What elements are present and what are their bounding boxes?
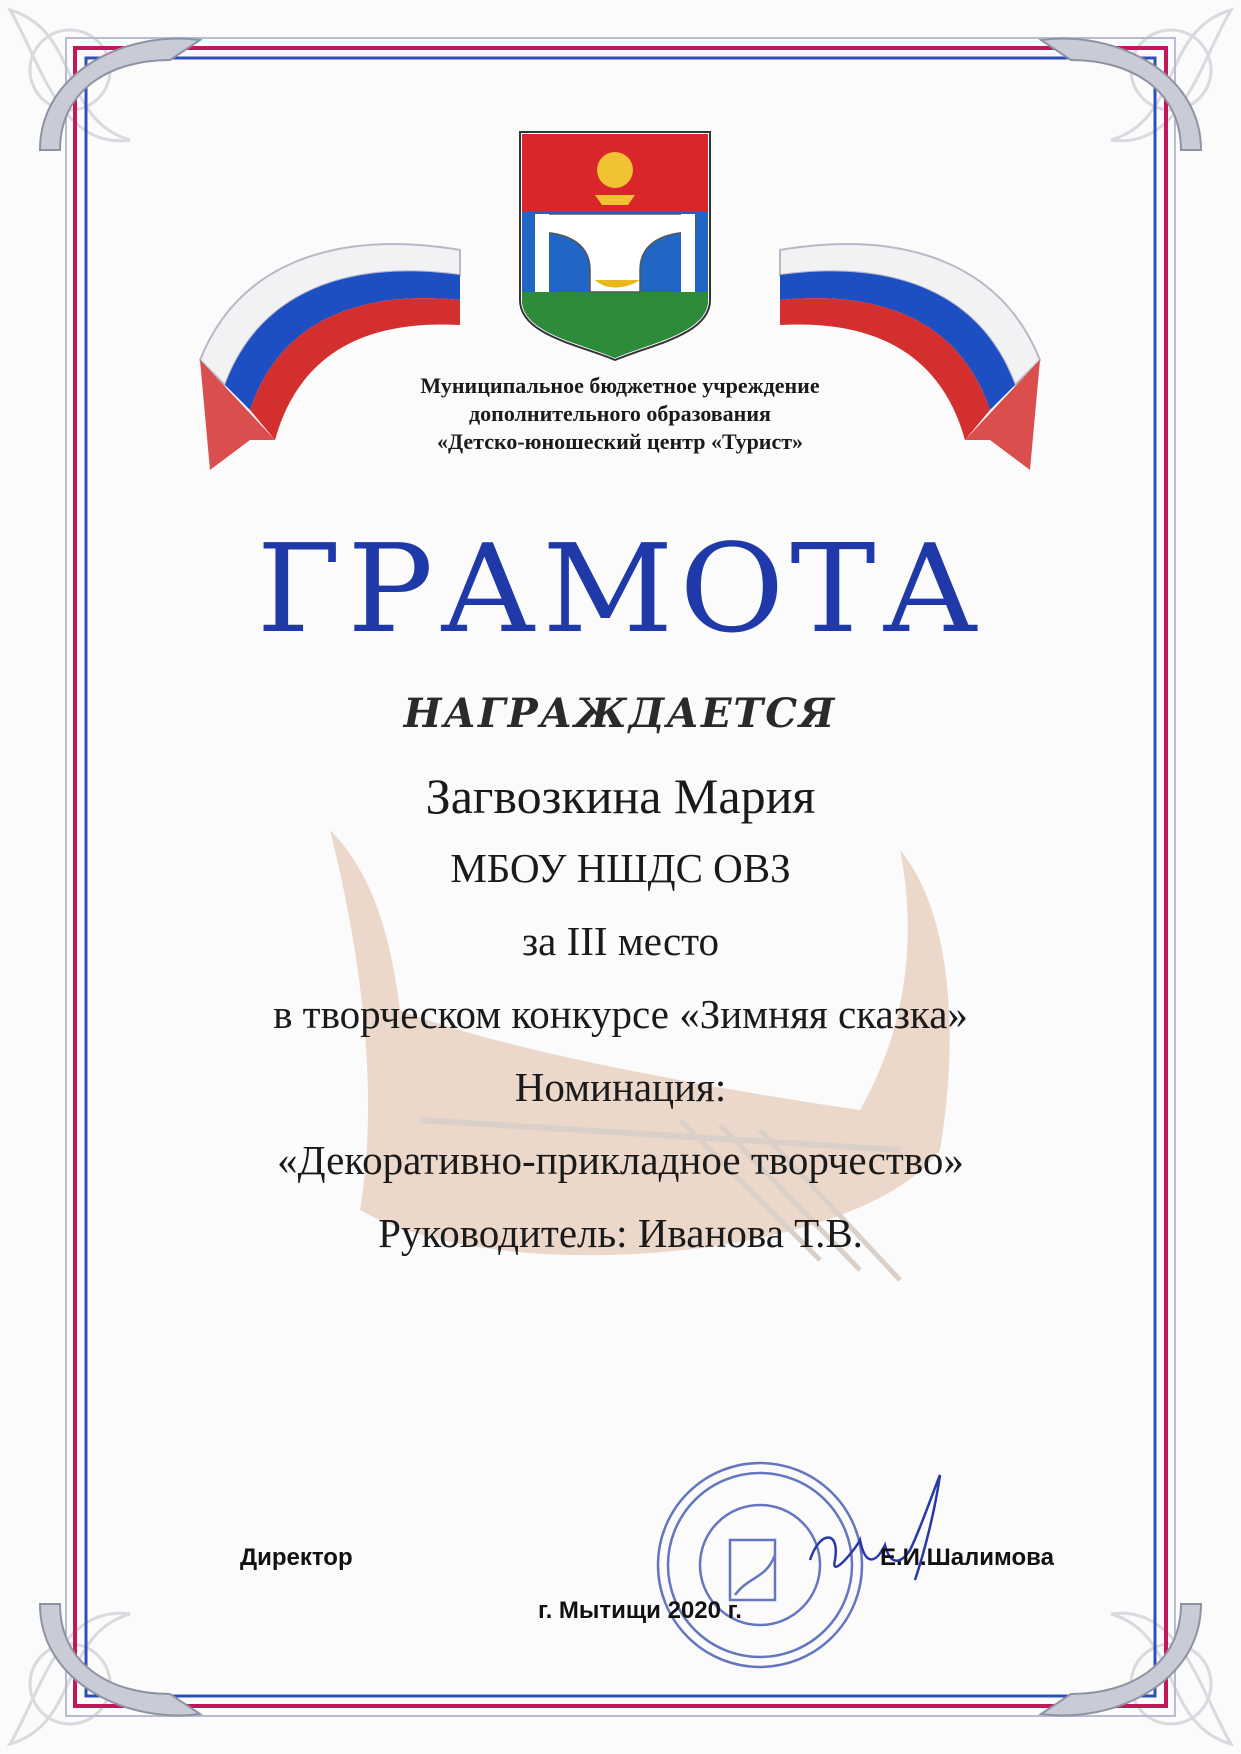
contest-name: в творческом конкурсе «Зимняя сказка» [273,991,968,1037]
certificate-title: ГРАМОТА [256,518,985,661]
organization-line-1: Муниципальное бюджетное учреждение [420,373,820,398]
director-name: Е.И.Шалимова [880,1544,1054,1571]
organization-line-3: «Детско-юношеский центр «Турист» [436,429,804,454]
certificate-body [120,760,1121,1270]
mytishchi-coat-of-arms-icon [520,132,710,360]
director-label: Директор [240,1544,353,1571]
recipient-school: МБОУ НШДС ОВЗ [450,845,791,891]
organization-name [300,372,940,456]
nomination-value: «Декоративно-прикладное творчество» [277,1137,964,1183]
award-place: за III место [521,918,720,964]
nomination-label: Номинация: [514,1064,727,1110]
awarded-caption: НАГРАЖДАЕТСЯ [403,690,837,737]
supervisor: Руководитель: Иванова Т.В. [378,1210,863,1256]
organization-line-2: дополнительного образования [469,401,771,426]
recipient-name: Загвозкина Мария [425,768,816,824]
signature-icon [800,1470,960,1600]
city-year: г. Мытищи 2020 г. [538,1597,742,1624]
